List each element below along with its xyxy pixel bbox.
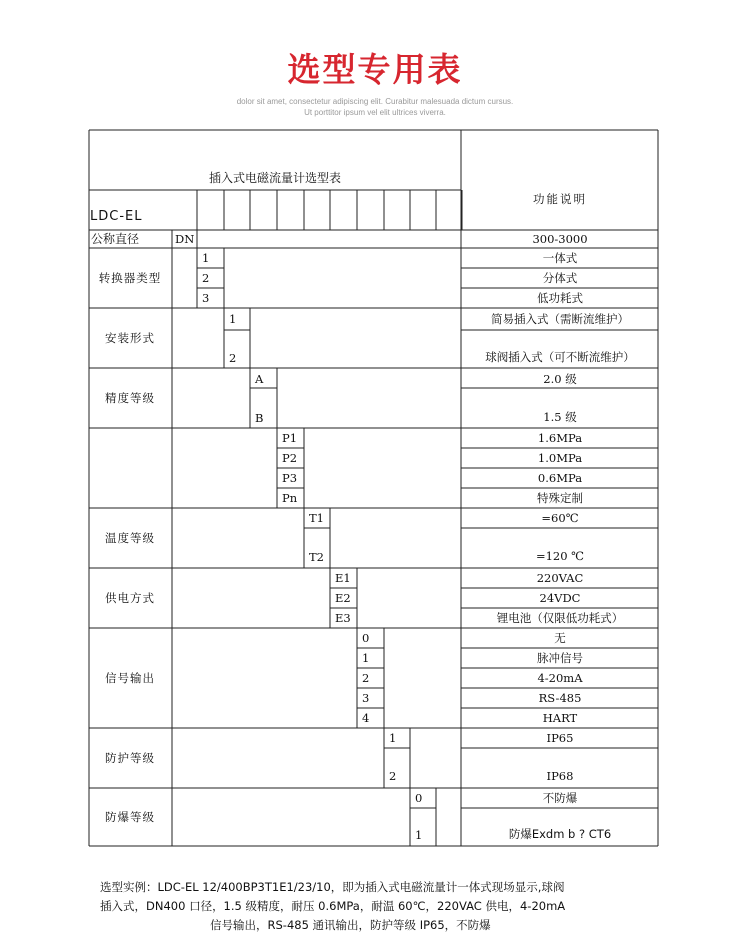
accuracy-code-A: A xyxy=(255,372,264,386)
explosion-desc-0: 不防爆 xyxy=(542,791,578,805)
power-code-E3: E3 xyxy=(335,611,351,625)
accuracy-desc-1: 1.5 级 xyxy=(543,410,577,424)
pressure-desc-0: 1.6MPa xyxy=(537,431,583,445)
install-label: 安装形式 xyxy=(105,331,155,345)
temperature-code-T1: T1 xyxy=(309,511,324,525)
protection-desc-0: IP65 xyxy=(546,731,574,745)
signal-desc-1: 脉冲信号 xyxy=(537,651,583,665)
power-label: 供电方式 xyxy=(105,591,155,605)
converter-code-1: 1 xyxy=(202,251,210,265)
converter-code-3: 3 xyxy=(202,291,210,305)
signal-desc-0: 无 xyxy=(554,631,566,645)
accuracy-desc-0: 2.0 级 xyxy=(543,372,577,386)
example-line-2: 插入式，DN400 口径，1.5 级精度，耐压 0.6MPa，耐温 60℃，220VAC 供电，4-20mA xyxy=(100,899,566,913)
subtitle-line-1: dolor sit amet, consectetur adipiscing elit. Curabitur malesuada dictum cursus. xyxy=(236,97,514,106)
subtitle-line-2: Ut porttitor ipsum vel elit ultrices viverra. xyxy=(304,108,446,117)
page-title: 选型专用表 xyxy=(287,50,463,89)
explosion-desc-1: 防爆Exdm b ? CT6 xyxy=(508,827,612,841)
signal-label: 信号输出 xyxy=(105,671,155,685)
signal-desc-2: 4-20mA xyxy=(537,671,583,685)
install-desc-1: 球阀插入式（可不断流维护） xyxy=(485,350,635,364)
diameter-code: DN xyxy=(175,232,195,246)
pressure-code-P1: P1 xyxy=(282,431,298,445)
power-desc-1: 24VDC xyxy=(539,591,581,605)
diameter-label: 公称直径 xyxy=(91,232,140,246)
install-desc-0: 简易插入式（需断流维护） xyxy=(491,312,629,326)
protection-code-1: 1 xyxy=(389,731,397,745)
example-line-1: 选型实例：LDC-EL 12/400BP3T1E1/23/10，即为插入式电磁流量计一体式现场显示,球阀 xyxy=(100,880,565,894)
converter-desc-2: 低功耗式 xyxy=(537,291,583,305)
pressure-code-P3: P3 xyxy=(282,471,298,485)
pressure-code-P2: P2 xyxy=(282,451,298,465)
temperature-desc-1: =120 ℃ xyxy=(535,549,585,563)
table-caption: 插入式电磁流量计选型表 xyxy=(208,171,341,185)
signal-code-3: 3 xyxy=(362,691,370,705)
pressure-code-Pn: Pn xyxy=(282,491,298,505)
explosion-code-0: 0 xyxy=(415,791,423,805)
function-header: 功能说明 xyxy=(533,192,587,206)
protection-desc-1: IP68 xyxy=(546,769,574,783)
protection-code-2: 2 xyxy=(389,769,397,783)
pressure-desc-3: 特殊定制 xyxy=(537,491,583,505)
converter-desc-0: 一体式 xyxy=(542,251,578,265)
signal-desc-3: RS-485 xyxy=(538,691,582,705)
diameter-desc: 300-3000 xyxy=(532,232,588,246)
signal-code-0: 0 xyxy=(362,631,370,645)
protection-label: 防护等级 xyxy=(105,751,155,765)
power-desc-0: 220VAC xyxy=(536,571,584,585)
power-desc-2: 锂电池（仅限低功耗式） xyxy=(496,611,624,625)
temperature-desc-0: =60℃ xyxy=(541,511,579,525)
temperature-code-T2: T2 xyxy=(309,550,324,564)
model-prefix: LDC-EL xyxy=(90,209,143,224)
signal-desc-4: HART xyxy=(542,711,578,725)
accuracy-label: 精度等级 xyxy=(105,391,155,405)
pressure-desc-2: 0.6MPa xyxy=(537,471,583,485)
signal-code-4: 4 xyxy=(362,711,370,725)
temperature-label: 温度等级 xyxy=(105,531,155,545)
explosion-label: 防爆等级 xyxy=(105,810,155,824)
pressure-desc-1: 1.0MPa xyxy=(537,451,583,465)
power-code-E1: E1 xyxy=(335,571,351,585)
converter-label: 转换器类型 xyxy=(98,271,162,285)
selection-example xyxy=(100,878,660,935)
converter-desc-1: 分体式 xyxy=(542,271,578,285)
accuracy-code-B: B xyxy=(255,411,264,425)
converter-code-2: 2 xyxy=(202,271,210,285)
explosion-code-1: 1 xyxy=(415,828,423,842)
signal-code-2: 2 xyxy=(362,671,370,685)
signal-code-1: 1 xyxy=(362,651,370,665)
example-line-3: 信号输出，RS-485 通讯输出，防护等级 IP65，不防爆 xyxy=(210,918,491,932)
install-code-2: 2 xyxy=(229,351,237,365)
install-code-1: 1 xyxy=(229,312,237,326)
power-code-E2: E2 xyxy=(335,591,351,605)
